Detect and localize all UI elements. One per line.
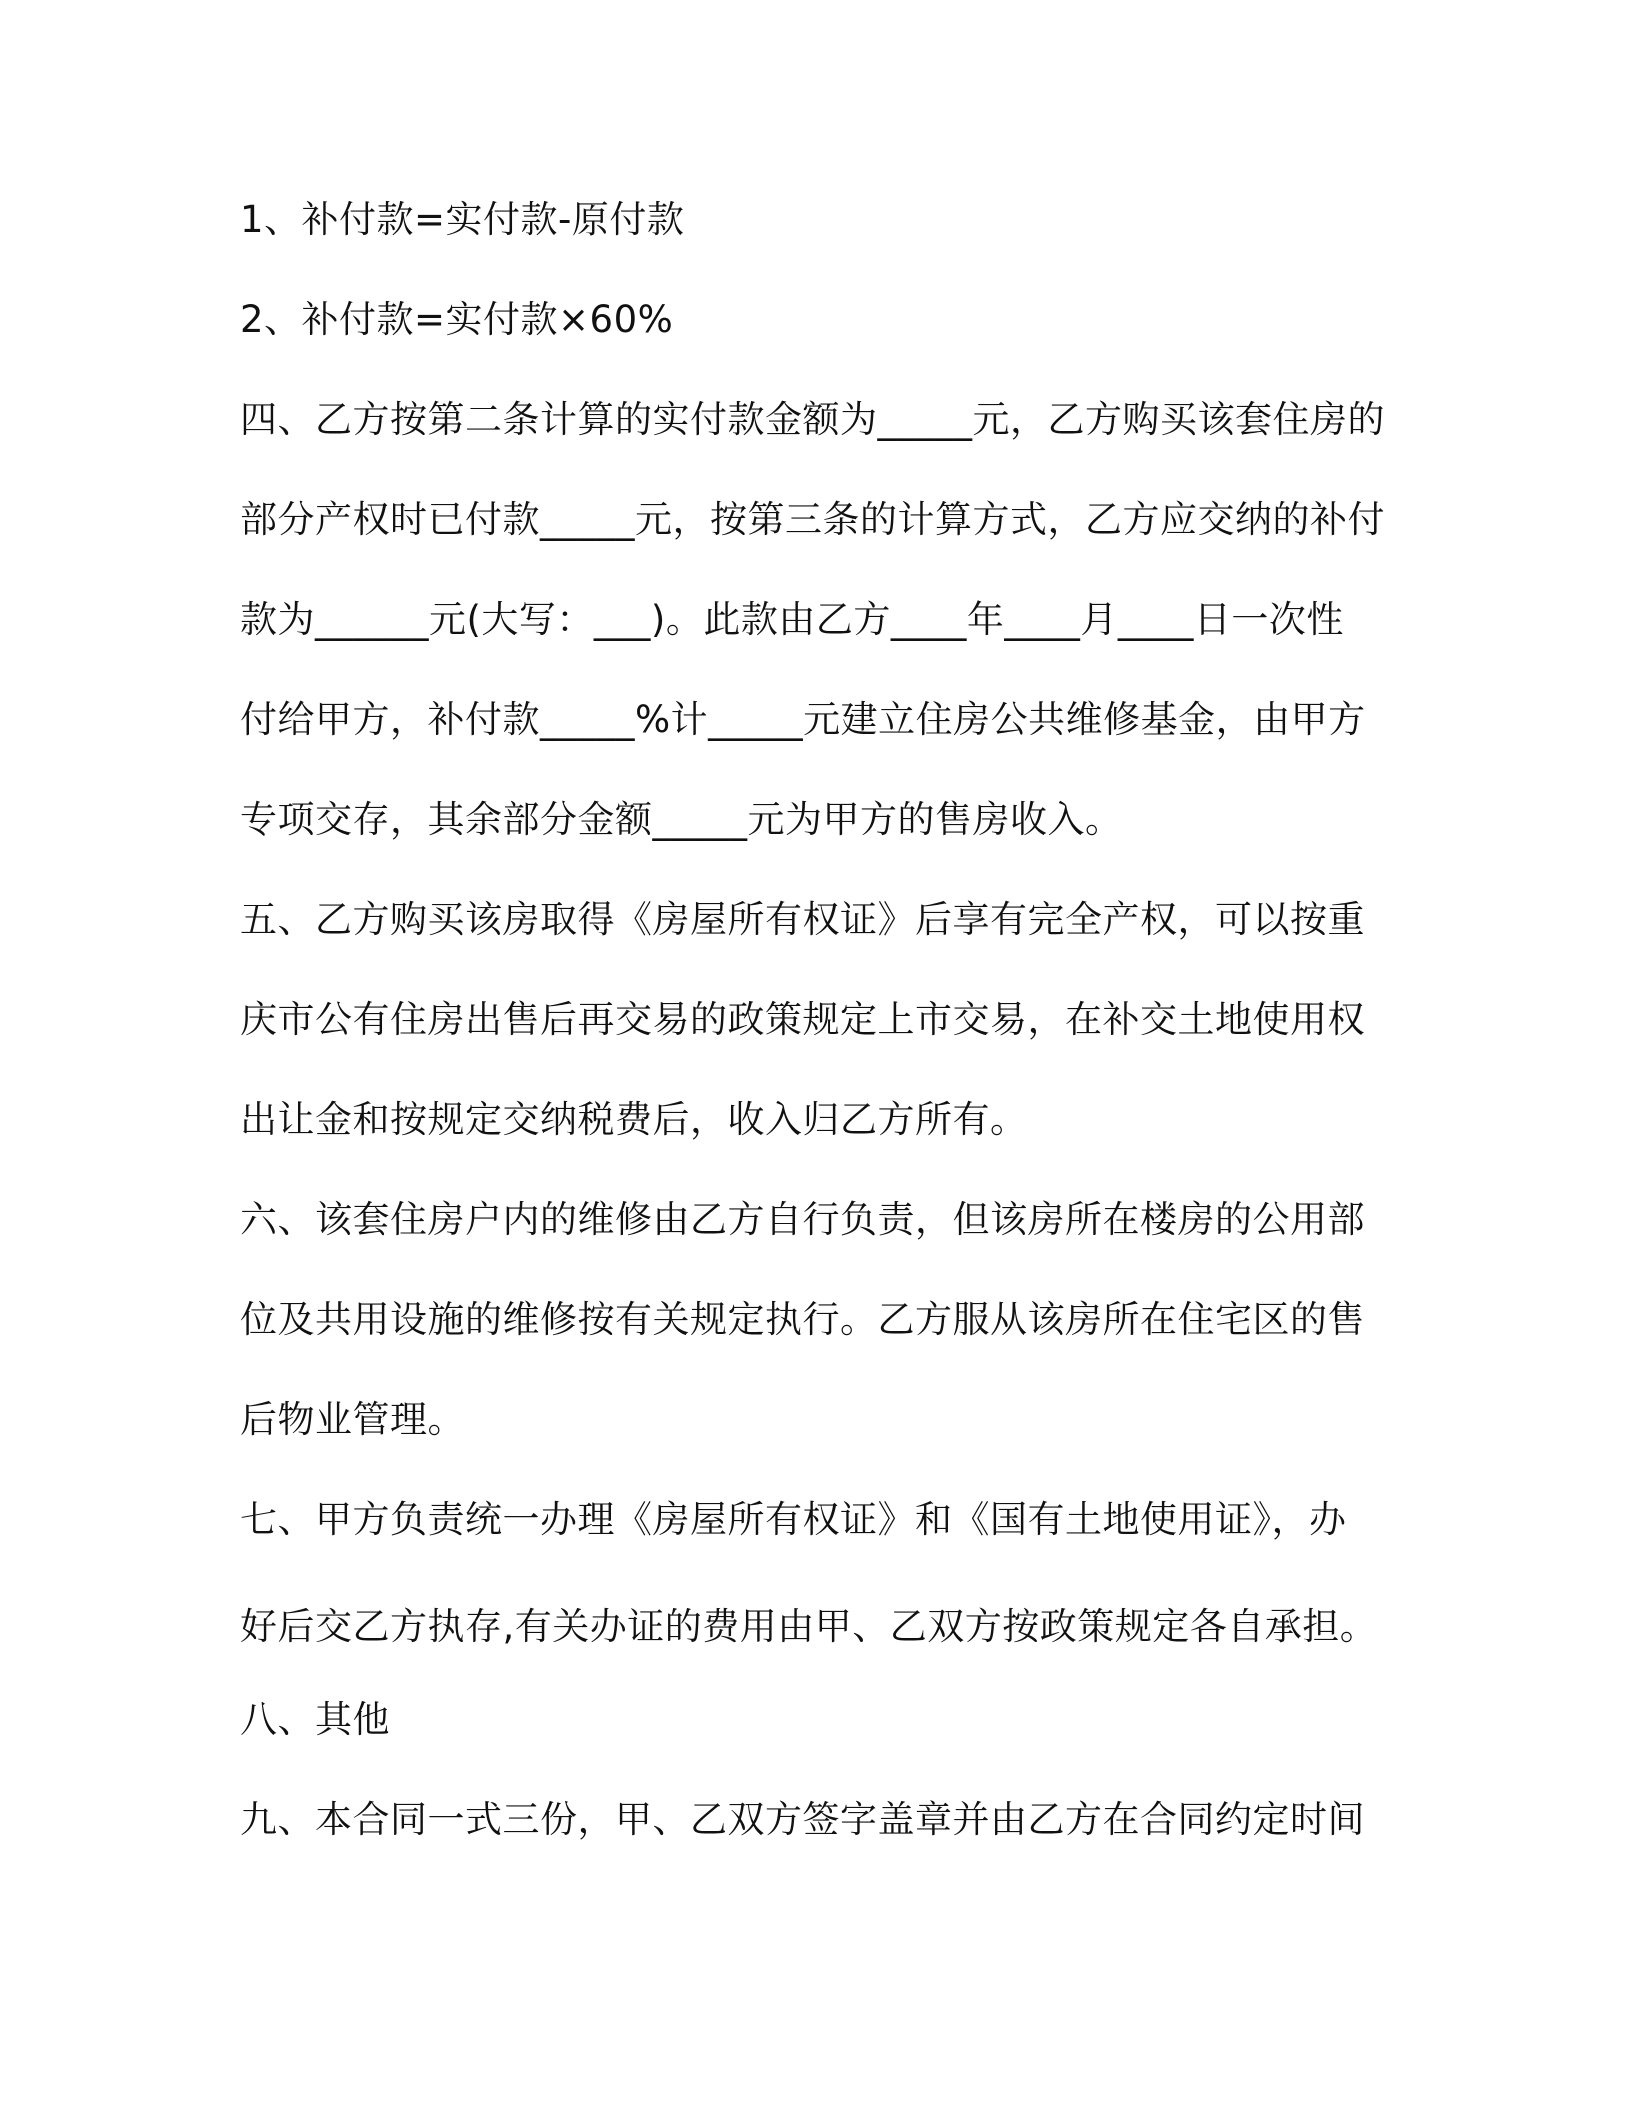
clause-7-line-1: 七、甲方负责统一办理《房屋所有权证》和《国有土地使用证》，办 — [240, 1498, 1347, 1541]
clause-4-line-4: 付给甲方，补付款_____%计_____元建立住房公共维修基金，由甲方 — [240, 698, 1366, 741]
clause-5-line-2: 庆市公有住房出售后再交易的政策规定上市交易，在补交土地使用权 — [240, 998, 1365, 1041]
clause-8-line: 八、其他 — [240, 1698, 390, 1741]
clause-4-line-5: 专项交存，其余部分金额_____元为甲方的售房收入。 — [240, 798, 1123, 841]
clause-5-line-3: 出让金和按规定交纳税费后，收入归乙方所有。 — [240, 1098, 1028, 1141]
formula-line-2: 2、补付款=实付款×60% — [240, 298, 674, 341]
formula-line-1: 1、补付款=实付款-原付款 — [240, 198, 685, 241]
clause-6-line-2: 位及共用设施的维修按有关规定执行。乙方服从该房所在住宅区的售 — [240, 1298, 1365, 1341]
clause-6-line-3: 后物业管理。 — [240, 1398, 465, 1441]
clause-6-line-1: 六、该套住房户内的维修由乙方自行负责，但该房所在楼房的公用部 — [240, 1198, 1365, 1241]
clause-4-line-1: 四、乙方按第二条计算的实付款金额为_____元，乙方购买该套住房的 — [240, 398, 1385, 441]
clause-5-line-1: 五、乙方购买该房取得《房屋所有权证》后享有完全产权，可以按重 — [240, 898, 1365, 941]
clause-4-line-2: 部分产权时已付款_____元，按第三条的计算方式，乙方应交纳的补付 — [240, 498, 1385, 541]
clause-7-line-2: 好后交乙方执存,有关办证的费用由甲、乙双方按政策规定各自承担。 — [240, 1605, 1378, 1648]
clause-4-line-3: 款为______元(大写：___)。此款由乙方____年____月____日一次性 — [240, 598, 1344, 641]
clause-9-line-1: 九、本合同一式三份，甲、乙双方签字盖章并由乙方在合同约定时间 — [240, 1798, 1365, 1841]
